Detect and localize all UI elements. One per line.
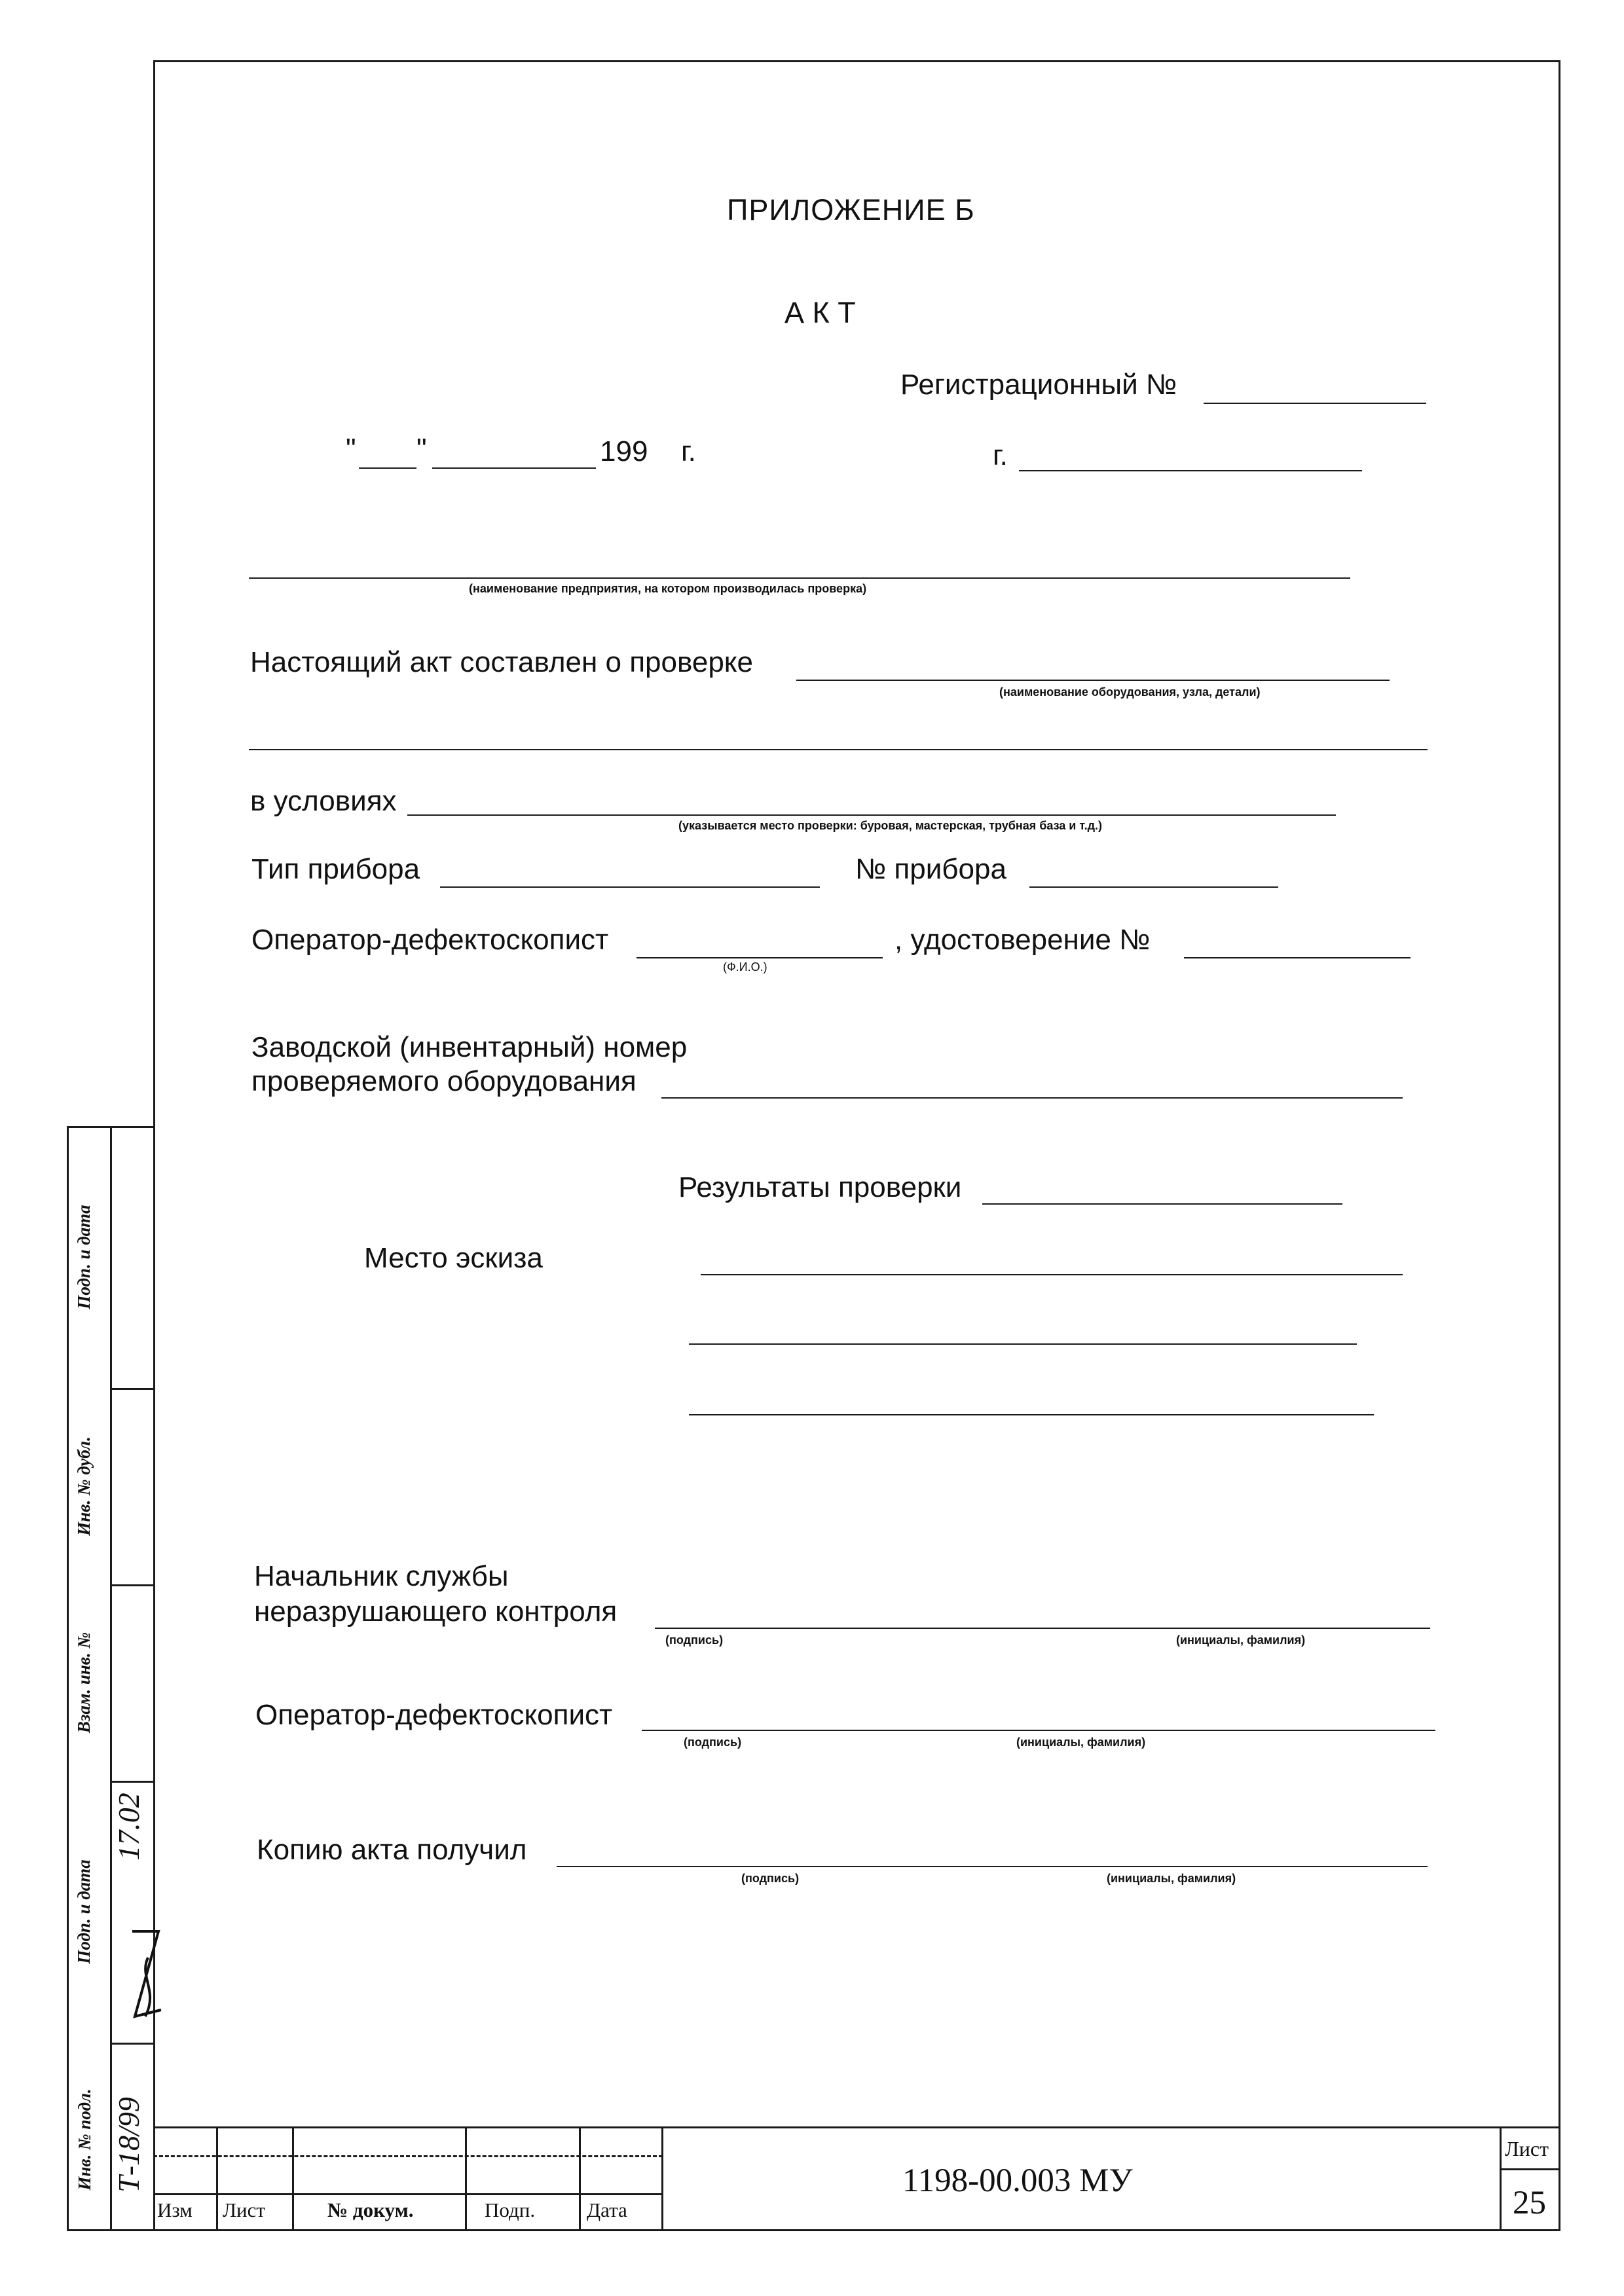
stamp-inv-dubl-label: Инв. № дубл.: [74, 1436, 94, 1536]
device-number-field[interactable]: [1029, 886, 1278, 888]
operator2-label: Оператор-дефектоскопист: [255, 1699, 613, 1731]
title-block-date: Дата: [587, 2198, 627, 2221]
operator-label: Оператор-дефектоскопист: [251, 924, 609, 956]
stamp-inv-podl-label: Инв. № подл.: [75, 2088, 94, 2191]
title-block-doc-no: № докум.: [327, 2198, 414, 2221]
frame-bottom: [67, 2229, 1560, 2231]
serial-number-field[interactable]: [661, 1097, 1403, 1099]
serial-number-label-line1: Заводской (инвентарный) номер: [251, 1031, 688, 1063]
operator2-initials-caption: (инициалы, фамилия): [1016, 1736, 1146, 1749]
date-year: 199: [600, 435, 648, 467]
results-field-4[interactable]: [689, 1414, 1374, 1415]
registration-number-field[interactable]: [1204, 403, 1426, 404]
device-type-label: Тип прибора: [251, 853, 420, 885]
sheet-label: Лист: [1505, 2137, 1549, 2160]
copy-received-signature-field[interactable]: [557, 1866, 1428, 1867]
enterprise-field[interactable]: [249, 577, 1350, 579]
title-block-list: Лист: [223, 2198, 265, 2221]
results-field-3[interactable]: [689, 1343, 1357, 1345]
frame-top: [153, 60, 1560, 62]
stamp-podp-data-label-2: Подп. и дата: [74, 1205, 94, 1309]
date-year-suffix: г.: [681, 435, 696, 467]
frame-right: [1559, 60, 1560, 2231]
stamp-vzam-inv-label: Взам. инв. №: [74, 1631, 94, 1734]
date-quote-close: ": [416, 433, 427, 465]
equipment-caption: (наименование оборудования, узла, детали): [999, 685, 1261, 699]
date-quote-open: ": [346, 433, 356, 465]
frame-left: [153, 60, 155, 2231]
stamp-date-value: 17.02: [112, 1793, 145, 1861]
results-label: Результаты проверки: [678, 1171, 962, 1203]
stamp-podp-data-label-1: Подп. и дата: [74, 1859, 94, 1964]
certificate-number-field[interactable]: [1184, 957, 1411, 958]
enterprise-caption: (наименование предприятия, на котором производилась проверка): [469, 582, 867, 595]
chief-signature-field[interactable]: [655, 1628, 1430, 1629]
operator-name-caption: (Ф.И.О.): [723, 960, 767, 974]
stamp-inv-value: Т-18/99: [112, 2097, 145, 2193]
chief-label-line2: неразрушающего контроля: [254, 1595, 618, 1628]
date-day-field[interactable]: [359, 467, 416, 469]
results-field-2[interactable]: [701, 1274, 1403, 1275]
copy-received-initials-caption: (инициалы, фамилия): [1107, 1872, 1236, 1885]
handwritten-signature: [126, 1918, 168, 2030]
conditions-field[interactable]: [407, 814, 1336, 816]
device-type-field[interactable]: [440, 886, 820, 888]
chief-label-line1: Начальник службы: [254, 1560, 509, 1592]
city-field[interactable]: [1019, 470, 1362, 471]
conditions-caption: (указывается место проверки: буровая, мастерская, трубная база и т.д.): [678, 819, 1103, 832]
serial-number-label-line2: проверяемого оборудования: [251, 1065, 637, 1097]
equipment-field[interactable]: [796, 680, 1390, 681]
title-block-izm: Изм: [157, 2198, 193, 2221]
chief-signature-caption: (подпись): [665, 1633, 724, 1647]
date-month-field[interactable]: [432, 467, 596, 469]
certificate-label: , удостоверение №: [895, 924, 1151, 956]
document-title: А К Т: [784, 296, 856, 329]
results-field-1[interactable]: [982, 1203, 1342, 1205]
copy-received-signature-caption: (подпись): [741, 1872, 800, 1885]
device-number-label: № прибора: [855, 853, 1006, 885]
equipment-field-continued[interactable]: [249, 749, 1428, 750]
chief-initials-caption: (инициалы, фамилия): [1176, 1633, 1306, 1647]
registration-number-label: Регистрационный №: [900, 369, 1177, 401]
operator2-signature-field[interactable]: [642, 1730, 1435, 1731]
appendix-heading: ПРИЛОЖЕНИЕ Б: [727, 193, 975, 227]
city-label: г.: [993, 439, 1008, 471]
sketch-placeholder-label: Место эскиза: [364, 1242, 543, 1274]
copy-received-label: Копию акта получил: [257, 1834, 527, 1866]
title-block-podp: Подп.: [485, 2198, 536, 2221]
act-compiled-label: Настоящий акт составлен о проверке: [250, 646, 754, 678]
document-code: 1198-00.003 МУ: [902, 2162, 1133, 2199]
conditions-label: в условиях: [250, 785, 397, 817]
operator-name-field[interactable]: [637, 957, 883, 958]
operator2-signature-caption: (подпись): [684, 1736, 742, 1749]
sheet-number: 25: [1513, 2185, 1546, 2221]
